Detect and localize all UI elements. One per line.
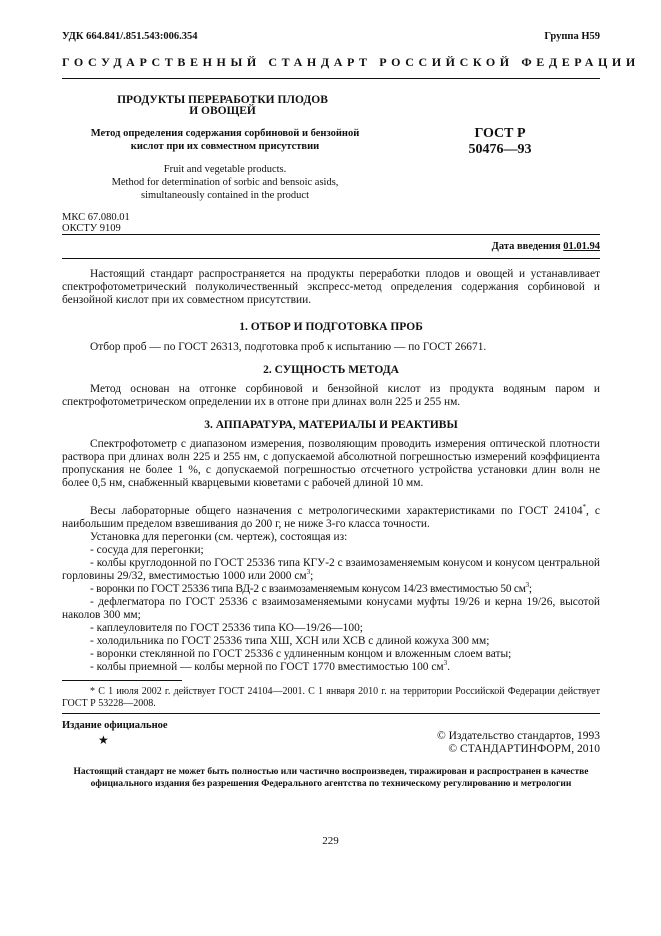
english-line-1: Fruit and vegetable products. [163,164,287,175]
product-title-line-1: ПРОДУКТЫ ПЕРЕРАБОТКИ ПЛОДОВ [117,94,328,106]
gost-line-2: 50476—93 [468,142,532,157]
method-title-ru [60,127,390,153]
page-number: 229 [322,835,339,847]
list-item [62,557,600,583]
list-item [62,661,600,674]
list-item: - холодильника по ГОСТ 25336 типа ХШ, ХСН или ХСВ с длиной кожуха 300 мм; [90,635,490,647]
copyright-line-1: © Издательство стандартов, 1993 [436,730,600,742]
superscript-3: 3 [443,659,448,668]
edition-label: Издание официальное [62,720,168,731]
gost-line-1: ГОСТ Р [474,126,526,141]
date-divider [62,258,600,259]
english-line-2: Method for determination of sorbic and bensoic asids, [111,177,339,188]
list-item: - воронки стеклянной по ГОСТ 25336 с удлиненным концом и вложенным слоем ваты; [90,648,512,660]
section-3-paragraph-1: Спектрофотометр с диапазоном измерения, позволяющим проводить измерения оптической плотности раствора при длинах волн 225 и 255 нм, с допускаемой абсолютной погрешностью измерений коэффициента пропускания не более 1 %, с допускаемой погрешностью отсчетного устройства установки длин волн не более 0,5 нм, снабженный кварцевыми кюветами с рабочей длиной 10 мм. [62,438,600,489]
footnote-divider [62,680,182,681]
method-title-en [60,163,390,202]
list-item-text: - колбы приемной — колбы мерной по ГОСТ 1770 вместимостью 100 см [90,661,444,673]
list-item [62,583,600,596]
mks-code: МКС 67.080.01 [62,212,130,223]
star-icon: ★ [98,733,109,747]
list-item-end: ; [310,570,314,582]
copyright-line-2: © СТАНДАРТИНФОРМ, 2010 [448,743,600,755]
group-code: Группа Н59 [544,31,600,42]
list-item: - каплеуловителя по ГОСТ 25336 типа КО—19/26—100; [90,622,363,634]
footnote-mark: * [582,503,587,512]
udk-code: УДК 664.841/.851.543:006.354 [62,31,198,42]
section-3-title: 3. АППАРАТУРА, МАТЕРИАЛЫ И РЕАКТИВЫ [204,419,458,431]
footnote: * С 1 июля 2002 г. действует ГОСТ 24104—2001. С 1 января 2010 г. на территории Российской Федерации действует ГОСТ Р 53228—2008. [62,686,600,709]
section-1-text: Отбор проб — по ГОСТ 26313, подготовка проб к испытанию — по ГОСТ 26671. [90,341,487,353]
classification-codes [62,212,130,234]
setup-intro: Установка для перегонки (см. чертеж), состоящая из: [90,531,348,543]
effective-date-label: Дата введения [491,241,561,252]
scales-text-a: Весы лабораторные общего назначения с метрологическими характеристиками по ГОСТ 24104 [90,505,583,517]
okstu-code: ОКСТУ 9109 [62,223,121,234]
gost-designation [440,126,560,158]
section-1-title: 1. ОТБОР И ПОДГОТОВКА ПРОБ [239,321,423,333]
method-title-line-2: кислот при их совместном присутствии [130,141,320,152]
header-divider [62,78,600,79]
product-title [90,95,355,117]
title-divider [62,234,600,235]
effective-date [492,241,600,252]
copyright-block [437,730,600,756]
scales-text [62,505,600,531]
superscript-3: 3 [306,568,311,577]
list-item: - сосуда для перегонки; [90,544,204,556]
method-title-line-1: Метод определения содержания сорбиновой и бензойной [90,128,360,139]
list-item-text: - колбы круглодонной по ГОСТ 25336 типа КГУ-2 с взаимозаменяемым конусом и конусом центральной горловины 29/32, вместимостью 1000 или 2000 см [62,557,600,582]
superscript-3: 3 [525,581,529,590]
section-2-title: 2. СУЩНОСТЬ МЕТОДА [263,364,399,376]
section-2-text: Метод основан на отгонке сорбиновой и бензойной кислот из продукта водяным паром и спектрофотометрическом определении их в отгоне при длинах волн 225 и 255 нм. [62,383,600,408]
list-item-end: ; [528,583,532,595]
list-item-text: - воронки по ГОСТ 25336 типа ВД-2 с взаимозаменяемым конусом 14/23 вместимостью 50 см [90,583,526,595]
list-item-end: . [447,661,450,673]
footnote-bottom-divider [62,713,600,714]
effective-date-value: 01.01.94 [563,241,600,252]
scales-text-b: , с наибольшим пределом взвешивания до 200 г, не ниже 3-го класса точности. [62,505,600,530]
section-3-paragraph-2 [62,505,600,674]
intro-paragraph: Настоящий стандарт распространяется на продукты переработки плодов и овощей и устанавливает спектрофотометрический полуколичественный экспресс-метод определения содержания сорбиновой и бензойной кислот при их совместном присутствии. [62,268,600,306]
product-title-line-2: И ОВОЩЕЙ [189,105,256,117]
reproduction-notice: Настоящий стандарт не может быть полностью или частично воспроизведен, тиражирован и распространен в качестве официального издания без разрешения Федерального агентства по техническому регулированию и метрологии [73,767,589,789]
list-item: - дефлегматора по ГОСТ 25336 с взаимозаменяемыми конусами муфты 19/26 и керна 19/26, высотой наколов 300 мм; [62,596,600,621]
english-line-3: simultaneously contained in the product [141,190,309,201]
state-standard-heading: ГОСУДАРСТВЕННЫЙ СТАНДАРТ РОССИЙСКОЙ ФЕДЕРАЦИИ [62,55,640,69]
